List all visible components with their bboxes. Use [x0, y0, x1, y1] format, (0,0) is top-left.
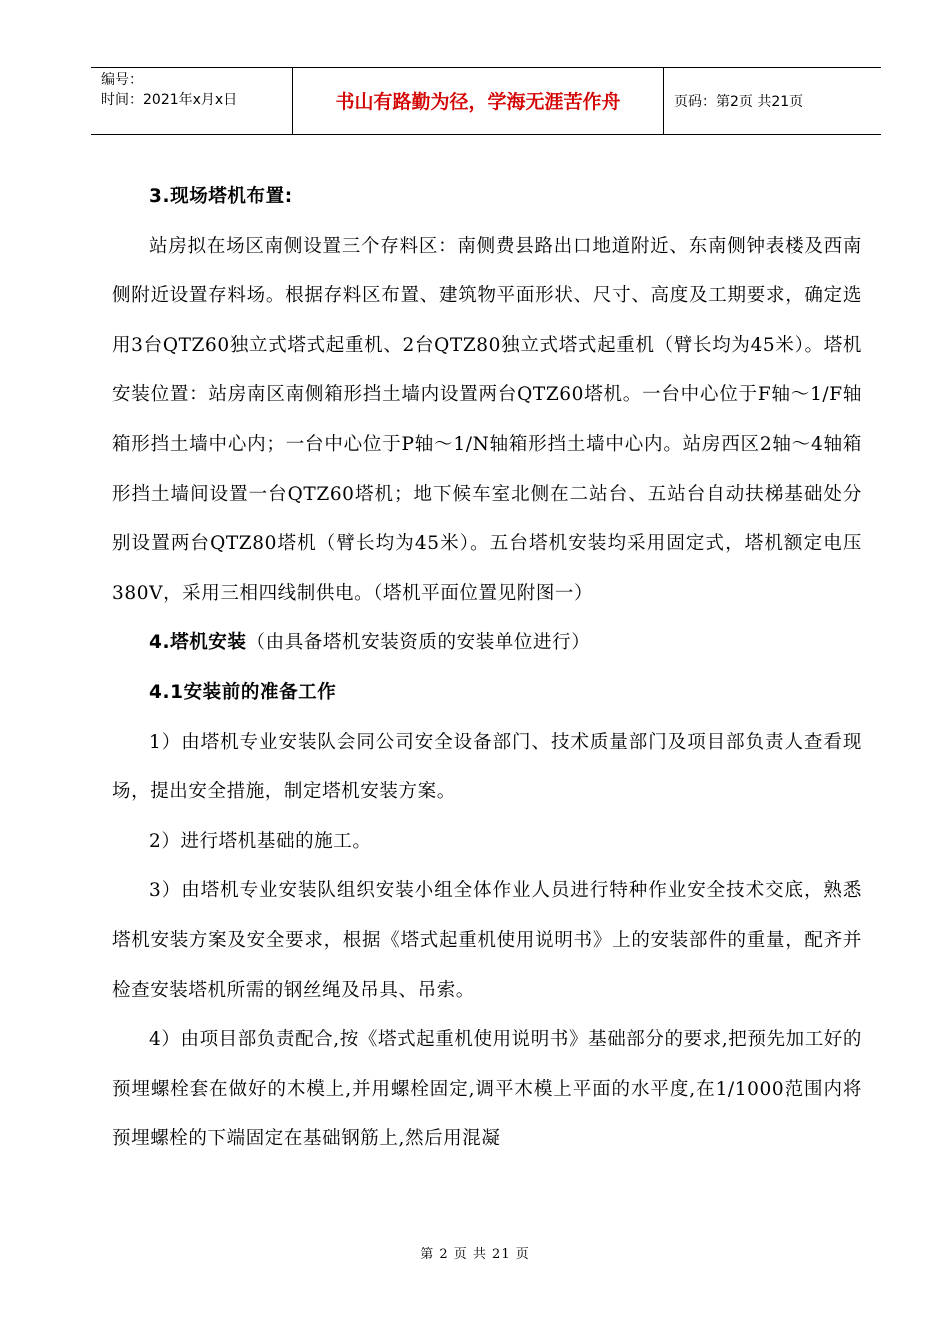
list-item: 2）进行塔机基础的施工。 — [149, 830, 372, 852]
header-motto-cell — [293, 68, 664, 134]
list-item: 4）由项目部负责配合,按《塔式起重机使用说明书》基础部分的要求,把预先加工好的预埋螺栓套在做好的木模上,并用螺栓固定,调平木模上平面的水平度,在1/1000范围内将预埋螺栓的下端固定在基础钢筋上,然后用混凝 — [112, 1029, 862, 1150]
section-3-heading — [112, 172, 862, 222]
document-number-label: 编号： — [101, 72, 143, 88]
section-3-paragraph: 站房拟在场区南侧设置三个存料区：南侧费县路出口地道附近、东南侧钟表楼及西南侧附近设置存料场。根据存料区布置、建筑物平面形状、尺寸、高度及工期要求，确定选用3台QTZ60独立式塔式起重机、2台QTZ80独立式塔式起重机（臂长均为45米）。塔机安装位置：站房南区南侧箱形挡土墙内设置两台QTZ60塔机。一台中心位于F轴～1/F轴箱形挡土墙中心内；一台中心位于P轴～1/N轴箱形挡土墙中心内。站房西区2轴～4轴箱形挡土墙间设置一台QTZ60塔机；地下候车室北侧在二站台、五站台自动扶梯基础处分别设置两台QTZ80塔机（臂长均为45米）。五台塔机安装均采用固定式，塔机额定电压380V，采用三相四线制供电。（塔机平面位置见附图一） — [112, 235, 862, 604]
header-page-number: 页码：第2页 共21页 — [674, 94, 804, 110]
document-body — [112, 172, 862, 1164]
list-item: 3）由塔机专业安装队组织安装小组全体作业人员进行特种作业安全技术交底，熟悉塔机安装方案及安全要求，根据《塔式起重机使用说明书》上的安装部件的重量，配齐并检查安装塔机所需的钢丝绳及吊具、吊索。 — [112, 880, 862, 1001]
page-header — [91, 67, 881, 135]
header-meta-cell — [91, 68, 293, 134]
section-3-title: 3.现场塔机布置: — [149, 186, 293, 207]
section-4-1-title: 4.1安装前的准备工作 — [149, 681, 337, 703]
header-page-cell — [664, 68, 881, 134]
list-item: 1）由塔机专业安装队会同公司安全设备部门、技术质量部门及项目部负责人查看现场，提出安全措施，制定塔机安装方案。 — [112, 731, 862, 803]
document-time-label: 时间：2021年x月x日 — [101, 92, 238, 108]
section-4-note: （由具备塔机安装资质的安装单位进行） — [246, 632, 591, 654]
page-footer: 第 2 页 共 21 页 — [420, 1247, 530, 1262]
header-motto: 书山有路勤为径，学海无涯苦作舟 — [335, 91, 621, 113]
section-4-title: 4.塔机安装 — [149, 632, 247, 654]
section-4-1-heading — [112, 668, 862, 718]
section-4-heading — [112, 618, 862, 668]
